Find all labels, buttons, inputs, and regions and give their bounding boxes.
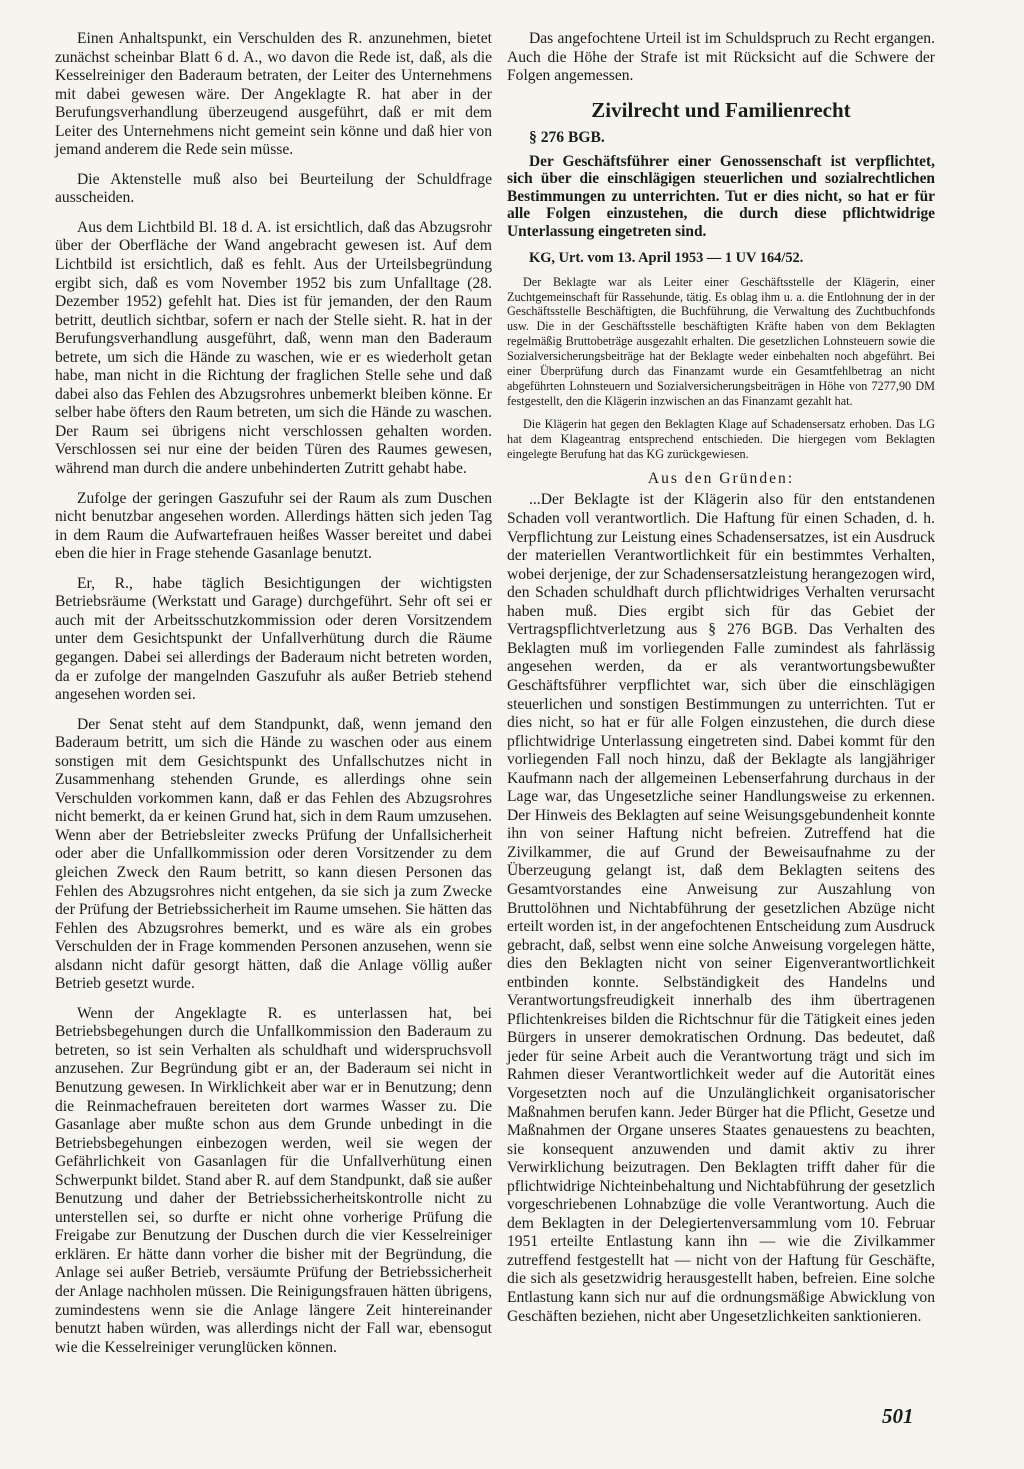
paragraph: Die Aktenstelle muß also bei Beurteilung der Schuldfrage ausscheiden. bbox=[55, 170, 492, 207]
headnote: Der Geschäftsführer einer Genossenschaft ist verpflichtet, sich über die einschlägigen steuerlichen und sozialrechtlichen Bestimmungen zu unterrichten. Tut er dies nicht, so hat er für alle Folgen einzustehen, die durch diese pflichtwidrige Unterlassung eingetreten sind. bbox=[507, 152, 935, 241]
paragraph: Der Senat steht auf dem Standpunkt, daß, wenn jemand den Baderaum betritt, um sich die Hände zu waschen oder aus einem sonstigen mit dem Gesichtspunkt des Unfallschutzes nicht in Zusammenhang stehenden Grunde, es allerdings ohne sein Verschulden vorkommen kann, daß er das Fehlen des Abzugsrohres nicht bemerkt, da er keinen Grund hat, sich in dem Raum umzusehen. Wenn aber der Betriebsleiter zwecks Prüfung der Unfallsicherheit oder aber die Unfallkommission oder deren Vorsitzender zu dem gleichen Zweck den Raum betritt, so kann diesen Personen das Fehlen des Abzugsrohres nicht entgehen, da sie sich ja zum Zwecke der Prüfung der Betriebssicherheit im Raume umsehen. Sie hätten das Fehlen des Abzugsrohres bemerkt, und es wäre als ein grobes Verschulden der in Frage kommenden Personen anzusehen, wenn sie alsdann nicht dafür gesorgt hätten, daß die Anlage völlig außer Betrieb gesetzt wurde. bbox=[55, 715, 492, 993]
reasons-heading: Aus den Gründen: bbox=[647, 470, 795, 488]
paragraph: Wenn der Angeklagte R. es unterlassen hat, bei Betriebsbegehungen durch die Unfallkommission den Baderaum zu betreten, so ist sein Verhalten als schuldhaft und widerspruchsvoll anzusehen. Zur Begründung gibt er an, der Baderaum sei nicht in Benutzung gewesen. In Wirklichkeit aber war er in Benutzung; denn die Reinmachefrauen bereiteten dort warmes Wasser zu. Die Gasanlage aber mußte schon aus dem Grunde unbedingt in die Betriebsbegehungen einbezogen werden, weil sie wegen der Gefährlichkeit von Gasanlagen für die Unfallverhütung einen Schwerpunkt bildet. Stand aber R. auf dem Standpunkt, daß sie außer Benutzung und daher der Betriebssicherheitskontrolle nicht zu unterstellen sei, so durfte er nicht ohne vorherige Prüfung die Freigabe zur Benutzung der Duschen durch die vier Kesselreiniger erklären. Er hätte dann vorher die bisher mit der Begründung, die Anlage sei außer Betrieb, versäumte Prüfung der Betriebssicherheit der Anlage nachholen müssen. Die Reinigungsfrauen hätten übrigens, zumindestens wenn sie die Anlage längere Zeit hintereinander benutzt haben würden, was allerdings nicht der Fall war, ebensogut wie die Kesselreiniger verunglücken können. bbox=[55, 1004, 492, 1356]
section-heading: Zivilrecht und Familienrecht bbox=[591, 97, 851, 122]
case-citation: KG, Urt. vom 13. April 1953 — 1 UV 164/52. bbox=[529, 249, 804, 266]
case-facts: Der Beklagte war als Leiter einer Geschäftsstelle der Klägerin, einer Zuchtgemeinschaft für Rassehunde, tätig. Es oblag ihm u. a. die Entlohnung der in der Geschäftsstelle Beschäftigten, die Buchführung, die Verwaltung des Zuchtbuchfonds usw. Die in der Geschäftsstelle beschäftigten Kräfte haben von dem Beklagten regelmäßig Bruttobeträge ausgezahlt erhalten. Die gesetzlichen Lohnsteuern sowie die Sozialversicherungsbeiträge hat der Beklagte weder einbehalten noch abgeführt. Bei einer Überprüfung durch das Finanzamt wurde ein Gesamtfehlbetrag an nicht abgeführten Lohnsteuern und Sozialversicherungsbeiträgen in Höhe von 7277,90 DM festgestellt, den die Klägerin inzwischen an das Finanzamt gezahlt hat. bbox=[507, 274, 935, 408]
paragraph: Zufolge der geringen Gaszufuhr sei der Raum als zum Duschen nicht benutzbar angesehen worden. Allerdings hätten sich jeden Tag in dem Raum die Aufwartefrauen heißes Wasser bereitet und dabei eben die hier in Frage stehende Gasanlage benutzt. bbox=[55, 489, 492, 563]
statute-reference: § 276 BGB. bbox=[529, 128, 605, 146]
right-column bbox=[507, 30, 935, 1337]
paragraph: Das angefochtene Urteil ist im Schuldspruch zu Recht ergangen. Auch die Höhe der Strafe ist mit Rücksicht auf die Schwere der Folgen angemessen. bbox=[507, 30, 935, 85]
paragraph: Er, R., habe täglich Besichtigungen der wichtigsten Betriebsräume (Werkstatt und Garage) durchgeführt. Sehr oft sei er auch mit der Arbeitsschutzkommission oder deren Vorsitzendem unter dem Gesichtspunkt der Unfallverhütung durch die Räume gegangen. Dabei sei allerdings der Baderaum nicht betreten worden, da er zufolge der mangelnden Gaszufuhr als außer Betrieb stehend angesehen worden sei. bbox=[55, 574, 492, 704]
paragraph: ...Der Beklagte ist der Klägerin also für den entstandenen Schaden voll verantwortlich. Die Haftung für einen Schaden, d. h. Verpflichtung zur Leistung eines Schadensersatzes, ist ein Ausdruck der materiellen Verantwortlichkeit für ein bestimmtes Verhalten, wobei derjenige, der zur Schadensersatzleistung herangezogen wird, den Schaden schuldhaft durch pflichtwidriges Verhalten verursacht haben muß. Dies ergibt sich für das Gebiet der Vertragspflichtverletzung aus § 276 BGB. Das Verhalten des Beklagten muß im vorliegenden Falle zumindest als fahrlässig angesehen werden, da er als verantwortungsbewußter Geschäftsführer verpflichtet war, sich über die einschlägigen steuerlichen und sonstigen Bestimmungen zu unterrichten. Tut er dies nicht, so hat er für alle Folgen einzustehen, die durch diese pflichtwidrige Unterlassung eingetreten sind. Dabei kommt für den vorliegenden Fall noch hinzu, daß der Beklagte als langjähriger Kaufmann nach der allgemeinen Lebenserfahrung durchaus in der Lage war, das Ungesetzliche seiner Handlungsweise zu erkennen. Der Hinweis des Beklagten auf seine Weisungsgebundenheit konnte ihn von seiner Haftung nicht befreien. Zutreffend hat die Zivilkammer, die auf Grund der Beweisaufnahme zu der Überzeugung gelangt ist, daß dem Beklagten seitens des Gesamtvorstandes eine Anweisung zur Auszahlung von Bruttolöhnen und Nichtabführung der gesetzlichen Abzüge nicht erteilt worden ist, in der angefochtenen Entscheidung zum Ausdruck gebracht, daß, selbst wenn eine solche Anweisung vorgelegen hätte, dies den Beklagten nicht von seiner Eigenverantwortlichkeit entbinden konnte. Selbständigkeit des Handelns und Verantwortungsfreudigkeit innerhalb des ihm übertragenen Pflichtenkreises bilden die Richtschnur für die Tätigkeit eines jeden Bürgers in unserer demokratischen Ordnung. Das bedeutet, daß jeder für seine Arbeit auch die Verantwortung trägt und sich im Rahmen dieser Verantwortlichkeit weder auf die Autorität eines Vorgesetzten noch auf die Unzulänglichkeit organisatorischer Maßnahmen berufen kann. Jeder Bürger hat die Pflicht, Gesetze und Maßnahmen der Organe unseres Staates genauestens zu beachten, sie konsequent anzuwenden und damit aktiv zu ihrer Verwirklichung beizutragen. Den Beklagten trifft daher für die pflichtwidrige Nichteinbehaltung und Nichtabführung der gesetzlich vorgeschriebenen Lohnabzüge die volle Verantwortung. Auch die dem Beklagten in der Delegiertenversammlung vom 10. Februar 1951 erteilte Entlastung kann ihn — wie die Zivilkammer zutreffend festgestellt hat — nicht von der Haftung für Geschäfte, die sich als gesetzwidrig herausgestellt haben, befreien. Eine solche Entlastung kann sich nur auf die ordnungsmäßige Abwicklung von Geschäften beziehen, nicht aber Ungesetzlichkeiten sanktionieren. bbox=[507, 491, 935, 1325]
left-column bbox=[55, 30, 492, 1368]
paragraph: Einen Anhaltspunkt, ein Verschulden des R. anzunehmen, bietet zunächst scheinbar Blatt 6 d. A., wo davon die Rede ist, daß, als die Kesselreiniger den Baderaum betraten, der Leiter des Unternehmens mit dabei gewesen wäre. Der Angeklagte R. hat aber in der Berufungsverhandlung überzeugend ausgeführt, daß er mit dem Leiter des Unternehmens nicht gemeint sein könne und daß hier von jemand anderem die Rede sein müsse. bbox=[55, 30, 492, 159]
case-facts: Die Klägerin hat gegen den Beklagten Klage auf Schadensersatz erhoben. Das LG hat dem Klageantrag entsprechend entschieden. Die hiergegen vom Beklagten eingelegte Berufung hat das KG zurückgewiesen. bbox=[507, 416, 935, 461]
page-number: 501 bbox=[882, 1404, 914, 1428]
paragraph: Aus dem Lichtbild Bl. 18 d. A. ist ersichtlich, daß das Abzugsrohr über der Oberfläche der Wand angebracht gewesen ist. Auf dem Lichtbild ist ersichtlich, daß es fehlt. Aus der Urteilsbegründung ergibt sich, daß es vom November 1952 bis zum Unfalltage (28. Dezember 1952) gefehlt hat. Dies ist für jemanden, der den Raum betritt, deutlich sichtbar, sofern er nach der Stelle sieht. R. hat in der Berufungsverhandlung ausgeführt, daß, wenn man den Baderaum betrete, um sich die Hände zu waschen, wie er es wiederholt getan habe, man nicht in die Richtung der fraglichen Stelle sehe und daß dabei also das Fehlen des Abzugsrohres unbemerkt bleiben könne. Er selber habe öfters den Raum betreten, um sich die Hände zu waschen. Der Raum sei übrigens nicht verschlossen gehalten worden. Verschlossen sei nur eine der beiden Türen des Raumes gewesen, während man durch die andere unbehinderten Zutritt gehabt habe. bbox=[55, 218, 492, 478]
